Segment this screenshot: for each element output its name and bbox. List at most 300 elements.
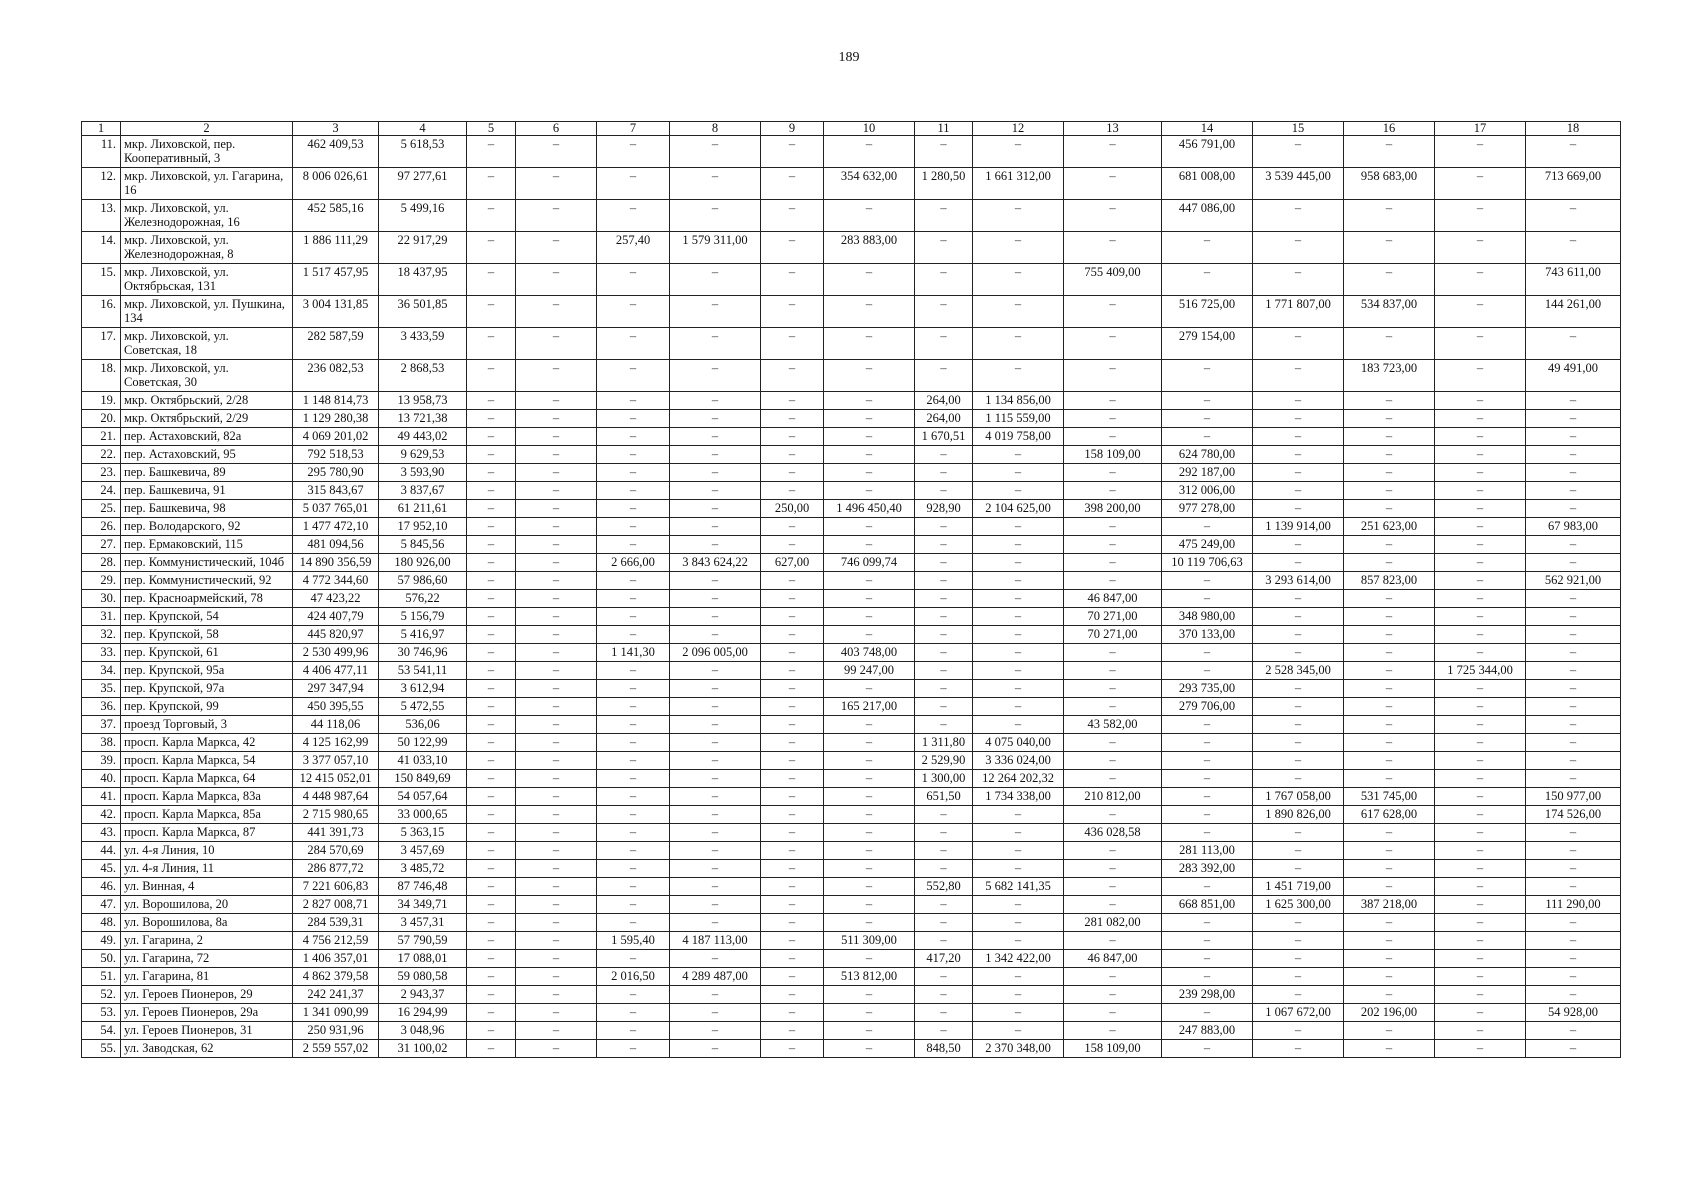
value-cell: – (1253, 824, 1344, 842)
value-cell: 2 096 005,00 (670, 644, 761, 662)
value-cell: – (1435, 1004, 1526, 1022)
value-cell: – (973, 932, 1064, 950)
value-cell: – (1064, 360, 1162, 392)
value-cell: – (597, 842, 670, 860)
row-number-cell: 21. (82, 428, 121, 446)
value-cell: – (1526, 1022, 1621, 1040)
value-cell: – (1435, 968, 1526, 986)
value-cell: 4 019 758,00 (973, 428, 1064, 446)
value-cell: – (1344, 860, 1435, 878)
table-row (82, 200, 1621, 232)
address-cell: пер. Володарского, 92 (121, 518, 293, 536)
value-cell: – (467, 554, 516, 572)
value-cell: – (597, 264, 670, 296)
value-cell: – (1344, 914, 1435, 932)
value-cell: – (1526, 968, 1621, 986)
value-cell: – (467, 410, 516, 428)
value-cell: 1 734 338,00 (973, 788, 1064, 806)
value-cell: – (1064, 392, 1162, 410)
value-cell: 3 293 614,00 (1253, 572, 1344, 590)
address-cell: пер. Коммунистический, 92 (121, 572, 293, 590)
value-cell: – (1162, 806, 1253, 824)
value-cell: – (761, 770, 824, 788)
value-cell: – (670, 680, 761, 698)
value-cell: – (670, 896, 761, 914)
value-cell: – (670, 752, 761, 770)
value-cell: – (1344, 878, 1435, 896)
value-cell: – (516, 136, 597, 168)
value-cell: 1 595,40 (597, 932, 670, 950)
row-number-cell: 25. (82, 500, 121, 518)
value-cell: – (761, 168, 824, 200)
value-cell: – (915, 932, 973, 950)
value-cell: 1 139 914,00 (1253, 518, 1344, 536)
value-cell: – (1526, 590, 1621, 608)
table-row (82, 232, 1621, 264)
value-cell: 617 628,00 (1344, 806, 1435, 824)
value-cell: – (516, 572, 597, 590)
table-row (82, 136, 1621, 168)
value-cell: 5 363,15 (379, 824, 467, 842)
value-cell: – (1162, 788, 1253, 806)
value-cell: – (824, 608, 915, 626)
value-cell: 3 048,96 (379, 1022, 467, 1040)
value-cell: – (1064, 1004, 1162, 1022)
value-cell: – (467, 878, 516, 896)
value-cell: – (1253, 264, 1344, 296)
value-cell: – (1162, 410, 1253, 428)
value-cell: 576,22 (379, 590, 467, 608)
value-cell: – (973, 1022, 1064, 1040)
table-row (82, 482, 1621, 500)
value-cell: – (1064, 464, 1162, 482)
value-cell: – (516, 734, 597, 752)
table-row (82, 328, 1621, 360)
value-cell: 97 277,61 (379, 168, 467, 200)
row-number-cell: 20. (82, 410, 121, 428)
value-cell: – (761, 136, 824, 168)
value-cell: – (1064, 986, 1162, 1004)
value-cell: – (824, 428, 915, 446)
value-cell: – (1064, 482, 1162, 500)
value-cell: – (1253, 914, 1344, 932)
value-cell: 1 342 422,00 (973, 950, 1064, 968)
value-cell: 1 451 719,00 (1253, 878, 1344, 896)
value-cell: – (1253, 950, 1344, 968)
value-cell: 857 823,00 (1344, 572, 1435, 590)
value-cell: 50 122,99 (379, 734, 467, 752)
value-cell: 450 395,55 (293, 698, 379, 716)
value-cell: 436 028,58 (1064, 824, 1162, 842)
value-cell: 284 539,31 (293, 914, 379, 932)
value-cell: – (467, 500, 516, 518)
value-cell: 1 625 300,00 (1253, 896, 1344, 914)
value-cell: – (973, 200, 1064, 232)
value-cell: 144 261,00 (1526, 296, 1621, 328)
row-number-cell: 34. (82, 662, 121, 680)
table-row (82, 392, 1621, 410)
value-cell: – (761, 428, 824, 446)
value-cell: – (597, 896, 670, 914)
value-cell: – (1526, 1040, 1621, 1058)
value-cell: – (761, 1022, 824, 1040)
value-cell: 236 082,53 (293, 360, 379, 392)
value-cell: 13 721,38 (379, 410, 467, 428)
value-cell: – (467, 296, 516, 328)
value-cell: 447 086,00 (1162, 200, 1253, 232)
row-number-cell: 18. (82, 360, 121, 392)
value-cell: – (516, 806, 597, 824)
value-cell: – (761, 734, 824, 752)
value-cell: – (915, 914, 973, 932)
value-cell: – (761, 914, 824, 932)
value-cell: – (597, 428, 670, 446)
value-cell: 3 336 024,00 (973, 752, 1064, 770)
value-cell: 4 187 113,00 (670, 932, 761, 950)
address-cell: мкр. Лиховской, ул. Советская, 30 (121, 360, 293, 392)
value-cell: – (1344, 608, 1435, 626)
value-cell: – (467, 842, 516, 860)
value-cell: 70 271,00 (1064, 626, 1162, 644)
value-cell: – (973, 518, 1064, 536)
row-number-cell: 33. (82, 644, 121, 662)
value-cell: – (973, 328, 1064, 360)
value-cell: – (670, 1004, 761, 1022)
value-cell: – (1064, 644, 1162, 662)
value-cell: – (915, 536, 973, 554)
value-cell: – (973, 986, 1064, 1004)
value-cell: – (1162, 716, 1253, 734)
value-cell: – (1253, 482, 1344, 500)
value-cell: 4 289 487,00 (670, 968, 761, 986)
value-cell: – (1064, 842, 1162, 860)
row-number-cell: 35. (82, 680, 121, 698)
value-cell: – (1435, 536, 1526, 554)
value-cell: 4 406 477,11 (293, 662, 379, 680)
value-cell: – (516, 360, 597, 392)
value-cell: – (670, 572, 761, 590)
value-cell: – (1253, 464, 1344, 482)
value-cell: 348 980,00 (1162, 608, 1253, 626)
address-cell: пер. Крупской, 97а (121, 680, 293, 698)
value-cell: – (467, 626, 516, 644)
value-cell: – (1344, 770, 1435, 788)
value-cell: – (761, 482, 824, 500)
value-cell: – (824, 842, 915, 860)
value-cell: – (915, 842, 973, 860)
value-cell: 293 735,00 (1162, 680, 1253, 698)
value-cell: 3 593,90 (379, 464, 467, 482)
value-cell: – (1435, 554, 1526, 572)
value-cell: 5 499,16 (379, 200, 467, 232)
row-number-cell: 54. (82, 1022, 121, 1040)
address-cell: пер. Астаховский, 95 (121, 446, 293, 464)
value-cell: – (1162, 1040, 1253, 1058)
value-cell: – (824, 878, 915, 896)
value-cell: 516 725,00 (1162, 296, 1253, 328)
value-cell: 1 134 856,00 (973, 392, 1064, 410)
row-number-cell: 41. (82, 788, 121, 806)
value-cell: – (467, 200, 516, 232)
value-cell: 174 526,00 (1526, 806, 1621, 824)
value-cell: 202 196,00 (1344, 1004, 1435, 1022)
address-cell: ул. Гагарина, 81 (121, 968, 293, 986)
value-cell: – (670, 392, 761, 410)
value-cell: 1 311,80 (915, 734, 973, 752)
value-cell: – (1344, 446, 1435, 464)
value-cell: – (761, 410, 824, 428)
value-cell: 536,06 (379, 716, 467, 734)
value-cell: 279 154,00 (1162, 328, 1253, 360)
value-cell: – (1435, 1040, 1526, 1058)
value-cell: – (597, 200, 670, 232)
value-cell: – (516, 200, 597, 232)
value-cell: – (973, 806, 1064, 824)
row-number-cell: 43. (82, 824, 121, 842)
value-cell: – (467, 968, 516, 986)
value-cell: – (1253, 734, 1344, 752)
value-cell: 511 309,00 (824, 932, 915, 950)
table-row (82, 264, 1621, 296)
value-cell: – (1064, 328, 1162, 360)
value-cell: 462 409,53 (293, 136, 379, 168)
value-cell: – (516, 446, 597, 464)
value-cell: – (761, 662, 824, 680)
address-cell: пер. Красноармейский, 78 (121, 590, 293, 608)
value-cell: 4 069 201,02 (293, 428, 379, 446)
value-cell: – (1344, 200, 1435, 232)
value-cell: – (597, 446, 670, 464)
value-cell: – (516, 328, 597, 360)
value-cell: 792 518,53 (293, 446, 379, 464)
column-header-12: 12 (973, 122, 1064, 136)
table-row (82, 788, 1621, 806)
value-cell: – (973, 968, 1064, 986)
value-cell: 1 115 559,00 (973, 410, 1064, 428)
column-header-17: 17 (1435, 122, 1526, 136)
value-cell: 264,00 (915, 392, 973, 410)
table-row (82, 1040, 1621, 1058)
value-cell: – (670, 446, 761, 464)
value-cell: 14 890 356,59 (293, 554, 379, 572)
value-cell: – (1162, 662, 1253, 680)
value-cell: – (597, 734, 670, 752)
value-cell: – (670, 136, 761, 168)
row-number-cell: 15. (82, 264, 121, 296)
value-cell: 651,50 (915, 788, 973, 806)
value-cell: – (824, 464, 915, 482)
value-cell: – (761, 518, 824, 536)
value-cell: – (1435, 842, 1526, 860)
value-cell: – (1162, 360, 1253, 392)
value-cell: – (1064, 428, 1162, 446)
table-row (82, 360, 1621, 392)
value-cell: – (1064, 200, 1162, 232)
value-cell: 562 921,00 (1526, 572, 1621, 590)
value-cell: – (973, 264, 1064, 296)
value-cell: – (670, 842, 761, 860)
value-cell: – (1253, 986, 1344, 1004)
row-number-cell: 51. (82, 968, 121, 986)
value-cell: – (1344, 136, 1435, 168)
value-cell: 247 883,00 (1162, 1022, 1253, 1040)
value-cell: – (467, 860, 516, 878)
value-cell: – (467, 536, 516, 554)
value-cell: 1 890 826,00 (1253, 806, 1344, 824)
value-cell: 43 582,00 (1064, 716, 1162, 734)
value-cell: 70 271,00 (1064, 608, 1162, 626)
value-cell: – (1526, 500, 1621, 518)
table-row (82, 464, 1621, 482)
value-cell: – (467, 680, 516, 698)
value-cell: 928,90 (915, 500, 973, 518)
value-cell: – (597, 698, 670, 716)
address-cell: мкр. Лиховской, пер. Кооперативный, 3 (121, 136, 293, 168)
value-cell: – (915, 860, 973, 878)
table-row (82, 572, 1621, 590)
table-row (82, 734, 1621, 752)
value-cell: – (516, 1004, 597, 1022)
value-cell: – (1162, 264, 1253, 296)
value-cell: – (516, 716, 597, 734)
table-row (82, 446, 1621, 464)
value-cell: – (1162, 1004, 1253, 1022)
value-cell: – (1064, 968, 1162, 986)
address-cell: мкр. Лиховской, ул. Гагарина, 16 (121, 168, 293, 200)
value-cell: – (516, 860, 597, 878)
row-number-cell: 45. (82, 860, 121, 878)
value-cell: – (670, 950, 761, 968)
table-row (82, 950, 1621, 968)
value-cell: – (761, 842, 824, 860)
value-cell: 4 448 987,64 (293, 788, 379, 806)
value-cell: 99 247,00 (824, 662, 915, 680)
value-cell: 713 669,00 (1526, 168, 1621, 200)
value-cell: – (467, 428, 516, 446)
value-cell: – (597, 572, 670, 590)
value-cell: – (915, 644, 973, 662)
value-cell: – (670, 428, 761, 446)
table-row (82, 536, 1621, 554)
value-cell: – (1435, 392, 1526, 410)
value-cell: – (516, 770, 597, 788)
value-cell: – (824, 328, 915, 360)
value-cell: – (1526, 232, 1621, 264)
value-cell: – (1344, 698, 1435, 716)
table-row (82, 806, 1621, 824)
value-cell: – (670, 626, 761, 644)
value-cell: – (516, 752, 597, 770)
value-cell: – (915, 1022, 973, 1040)
value-cell: – (467, 932, 516, 950)
value-cell: – (1344, 428, 1435, 446)
value-cell: 481 094,56 (293, 536, 379, 554)
table-row (82, 842, 1621, 860)
value-cell: 1 477 472,10 (293, 518, 379, 536)
value-cell: – (1162, 232, 1253, 264)
value-cell: – (1064, 806, 1162, 824)
value-cell: – (1435, 932, 1526, 950)
value-cell: – (824, 360, 915, 392)
value-cell: 1 129 280,38 (293, 410, 379, 428)
value-cell: – (516, 500, 597, 518)
value-cell: – (467, 806, 516, 824)
value-cell: – (1253, 716, 1344, 734)
value-cell: – (1162, 770, 1253, 788)
row-number-cell: 31. (82, 608, 121, 626)
value-cell: – (670, 500, 761, 518)
value-cell: – (1162, 878, 1253, 896)
address-cell: пер. Крупской, 58 (121, 626, 293, 644)
address-cell: ул. Ворошилова, 20 (121, 896, 293, 914)
value-cell: – (516, 590, 597, 608)
value-cell: – (761, 932, 824, 950)
table-row (82, 1022, 1621, 1040)
value-cell: – (516, 878, 597, 896)
address-cell: ул. Героев Пионеров, 29а (121, 1004, 293, 1022)
row-number-cell: 12. (82, 168, 121, 200)
value-cell: – (824, 446, 915, 464)
value-cell: – (973, 626, 1064, 644)
value-cell: – (1064, 662, 1162, 680)
address-cell: ул. Заводская, 62 (121, 1040, 293, 1058)
value-cell: – (1253, 428, 1344, 446)
address-cell: пер. Астаховский, 82а (121, 428, 293, 446)
value-cell: 7 221 606,83 (293, 878, 379, 896)
value-cell: 5 156,79 (379, 608, 467, 626)
value-cell: – (1162, 572, 1253, 590)
value-cell: – (467, 734, 516, 752)
value-cell: 4 756 212,59 (293, 932, 379, 950)
table-row (82, 428, 1621, 446)
value-cell: – (516, 896, 597, 914)
value-cell: – (915, 232, 973, 264)
value-cell: – (670, 296, 761, 328)
value-cell: – (1344, 842, 1435, 860)
value-cell: – (915, 590, 973, 608)
value-cell: – (467, 1022, 516, 1040)
value-cell: – (1435, 464, 1526, 482)
value-cell: – (467, 788, 516, 806)
address-cell: мкр. Октябрьский, 2/29 (121, 410, 293, 428)
table-row (82, 698, 1621, 716)
value-cell: – (761, 446, 824, 464)
column-header-8: 8 (670, 122, 761, 136)
table-row (82, 986, 1621, 1004)
value-cell: – (467, 662, 516, 680)
value-cell: – (1526, 464, 1621, 482)
value-cell: 16 294,99 (379, 1004, 467, 1022)
value-cell: – (761, 1004, 824, 1022)
value-cell: – (1435, 716, 1526, 734)
value-cell: 475 249,00 (1162, 536, 1253, 554)
row-number-cell: 52. (82, 986, 121, 1004)
value-cell: – (915, 608, 973, 626)
value-cell: 1 725 344,00 (1435, 662, 1526, 680)
value-cell: 264,00 (915, 410, 973, 428)
value-cell: – (973, 698, 1064, 716)
column-header-9: 9 (761, 122, 824, 136)
value-cell: 3 457,31 (379, 914, 467, 932)
column-header-1: 1 (82, 122, 121, 136)
value-cell: – (824, 1040, 915, 1058)
value-cell: – (1526, 932, 1621, 950)
row-number-cell: 39. (82, 752, 121, 770)
value-cell: – (1435, 264, 1526, 296)
value-cell: 279 706,00 (1162, 698, 1253, 716)
column-header-13: 13 (1064, 122, 1162, 136)
value-cell: 295 780,90 (293, 464, 379, 482)
